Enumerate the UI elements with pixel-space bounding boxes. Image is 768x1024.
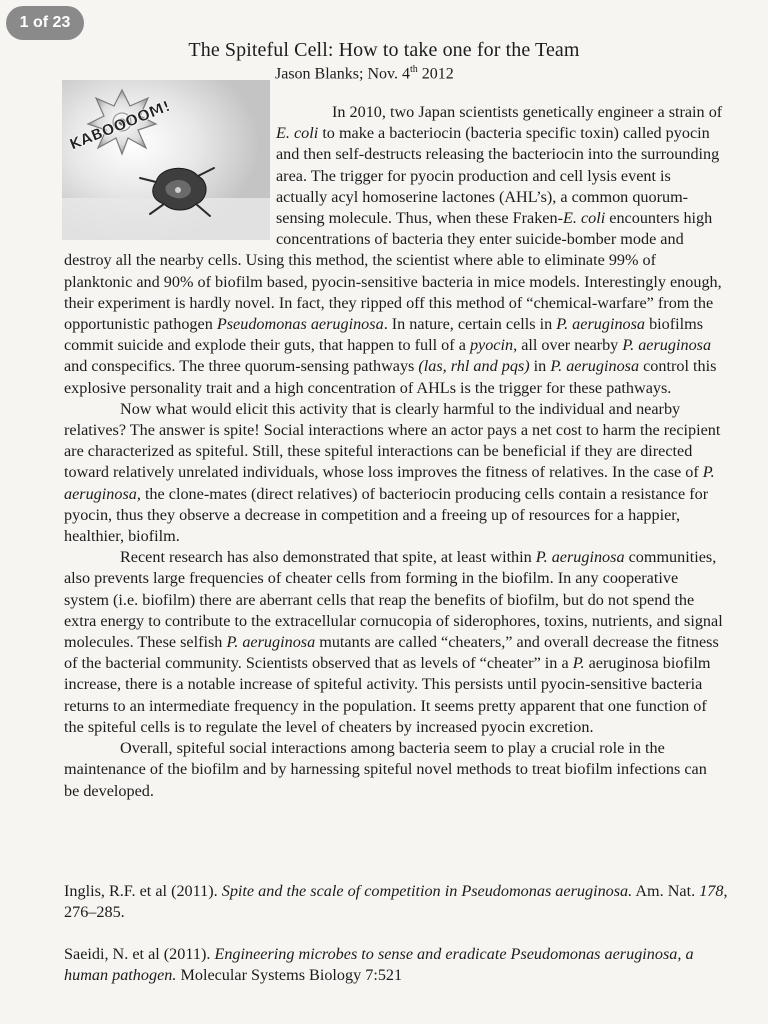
italic-run: Engineering microbes to sense and eradicate Pseudomonas aeruginosa, a human pathogen. <box>64 945 694 985</box>
text-run: In 2010, two Japan scientists genetically engineer a strain of <box>332 103 723 121</box>
italic-run: P. aeruginosa <box>64 463 715 503</box>
text-run: Now what would elicit this activity that is clearly harmful to the individual and nearby relatives? The answer is spite! Social interactions where an actor pays a net cost to harm the recipient are characterized as spiteful. Still, these spiteful interactions can be beneficial if they are directed toward relatively unrelated individuals, whose loss improves the fitness of relatives. In the case of <box>64 399 721 482</box>
italic-run: Spite and the scale of competition in Pseudomonas aeruginosa. <box>221 882 633 900</box>
reference-2 <box>64 944 734 986</box>
text-run: control this explosive personality trait and a high concentration of AHLs is the trigger for these pathways. <box>64 357 717 397</box>
figure-wrap-spacer <box>64 102 276 248</box>
page-indicator-badge: 1 of 23 <box>6 6 84 40</box>
text-run: and conspecifics. The three quorum-sensing pathways <box>64 357 419 376</box>
text-run: . In nature, certain cells in <box>383 315 557 334</box>
italic-run: P. aeruginosa <box>535 548 625 567</box>
italic-run: E. coli <box>562 209 606 228</box>
text-run: biofilms commit suicide and explode their guts, that happen to full of a <box>64 315 704 355</box>
text-run: Overall, spiteful social interactions among bacteria seem to play a crucial role in the maintenance of the biofilm and by harnessing spiteful novel methods to treat biofilm infections can be developed. <box>64 739 707 800</box>
italic-run: P. aeruginosa <box>622 336 712 355</box>
italic-run: E. coli <box>276 124 319 143</box>
byline-author-date: Jason Blanks; Nov. 4 <box>275 65 410 83</box>
article-body <box>64 102 726 802</box>
text-run: all over nearby <box>517 336 623 355</box>
byline-year: 2012 <box>417 65 454 83</box>
italic-run: Pseudomonas aeruginosa <box>216 315 384 334</box>
italic-run: P. aeruginosa <box>226 633 316 652</box>
text-run: Saeidi, N. et al (2011). <box>64 945 215 963</box>
italic-run: (las, rhl and pqs) <box>418 357 530 376</box>
svg-text:KABOOOOM!: KABOOOOM! <box>66 96 174 154</box>
italic-run: pyocin, <box>469 336 518 355</box>
text-run: communities, also prevents large frequencies of cheater cells from forming in the biofilm. In any cooperative system (i.e. biofilm) there are aberrant cells that reap the benefits of biofilm, but do not spend the extra energy to contribute to the extracellular cornucopia of siderophores, toxins, nutrients, and signal molecules. These selfish <box>64 548 723 652</box>
text-run: Recent research has also demonstrated that spite, at least within <box>120 548 536 567</box>
text-run: , the clone-mates (direct relatives) of bacteriocin producing cells contain a resistance for pyocin, thus they observe a decrease in competition and a freeing up of resources for a happier, healthier, biofilm. <box>64 484 709 546</box>
text-run: mutants are called “cheaters,” and overall decrease the fitness of the bacterial community. Scientists observed that as levels of “cheater” in a <box>64 633 719 673</box>
italic-run: P. aeruginosa <box>550 357 640 376</box>
text-run: to make a bacteriocin (bacteria specific toxin) called pyocin and then self-destructs releasing the bacteriocin into the surrounding area. The trigger for pyocin production and cell lysis event is actually acyl homoserine lactones (AHL’s), a common quorum-sensing molecule. Thus, when these Fraken- <box>276 124 720 228</box>
text-run: , 276–285. <box>64 882 728 922</box>
italic-run: P. aeruginosa <box>556 315 646 334</box>
italic-run: P. <box>572 654 585 673</box>
byline <box>275 64 454 83</box>
paragraph-2 <box>64 399 726 547</box>
text-run: aeruginosa biofilm increase, there is a notable increase of spiteful activity. This persists until pyocin-sensitive bacteria returns to an intermediate frequency in the population. It seems pretty apparent that one function of the spiteful cells is to regulate the level of cheaters by increased pyocin excretion. <box>64 654 711 736</box>
byline-date-suffix: th <box>409 64 418 75</box>
paragraph-4 <box>64 738 726 802</box>
text-run: in <box>529 357 551 376</box>
italic-run: 178 <box>699 882 724 900</box>
text-run: Inglis, R.F. et al (2011). <box>64 882 222 900</box>
reference-1 <box>64 881 734 923</box>
text-run: Am. Nat. <box>632 882 700 900</box>
document-title: The Spiteful Cell: How to take one for the Team <box>188 39 580 61</box>
text-run: Molecular Systems Biology 7:521 <box>176 966 403 985</box>
paragraph-3 <box>64 547 726 738</box>
text-run: encounters high concentrations of bacteria they enter suicide-bomber mode and destroy all the nearby cells. Using this method, the scientist where able to eliminate 99% of planktonic and 90% of biofilm based, pyocin-sensitive bacteria in mice models. Interestingly enough, their experiment is hardly novel. In fact, they ripped off this method of “chemical-warfare” from the opportunistic pathogen <box>64 209 722 334</box>
